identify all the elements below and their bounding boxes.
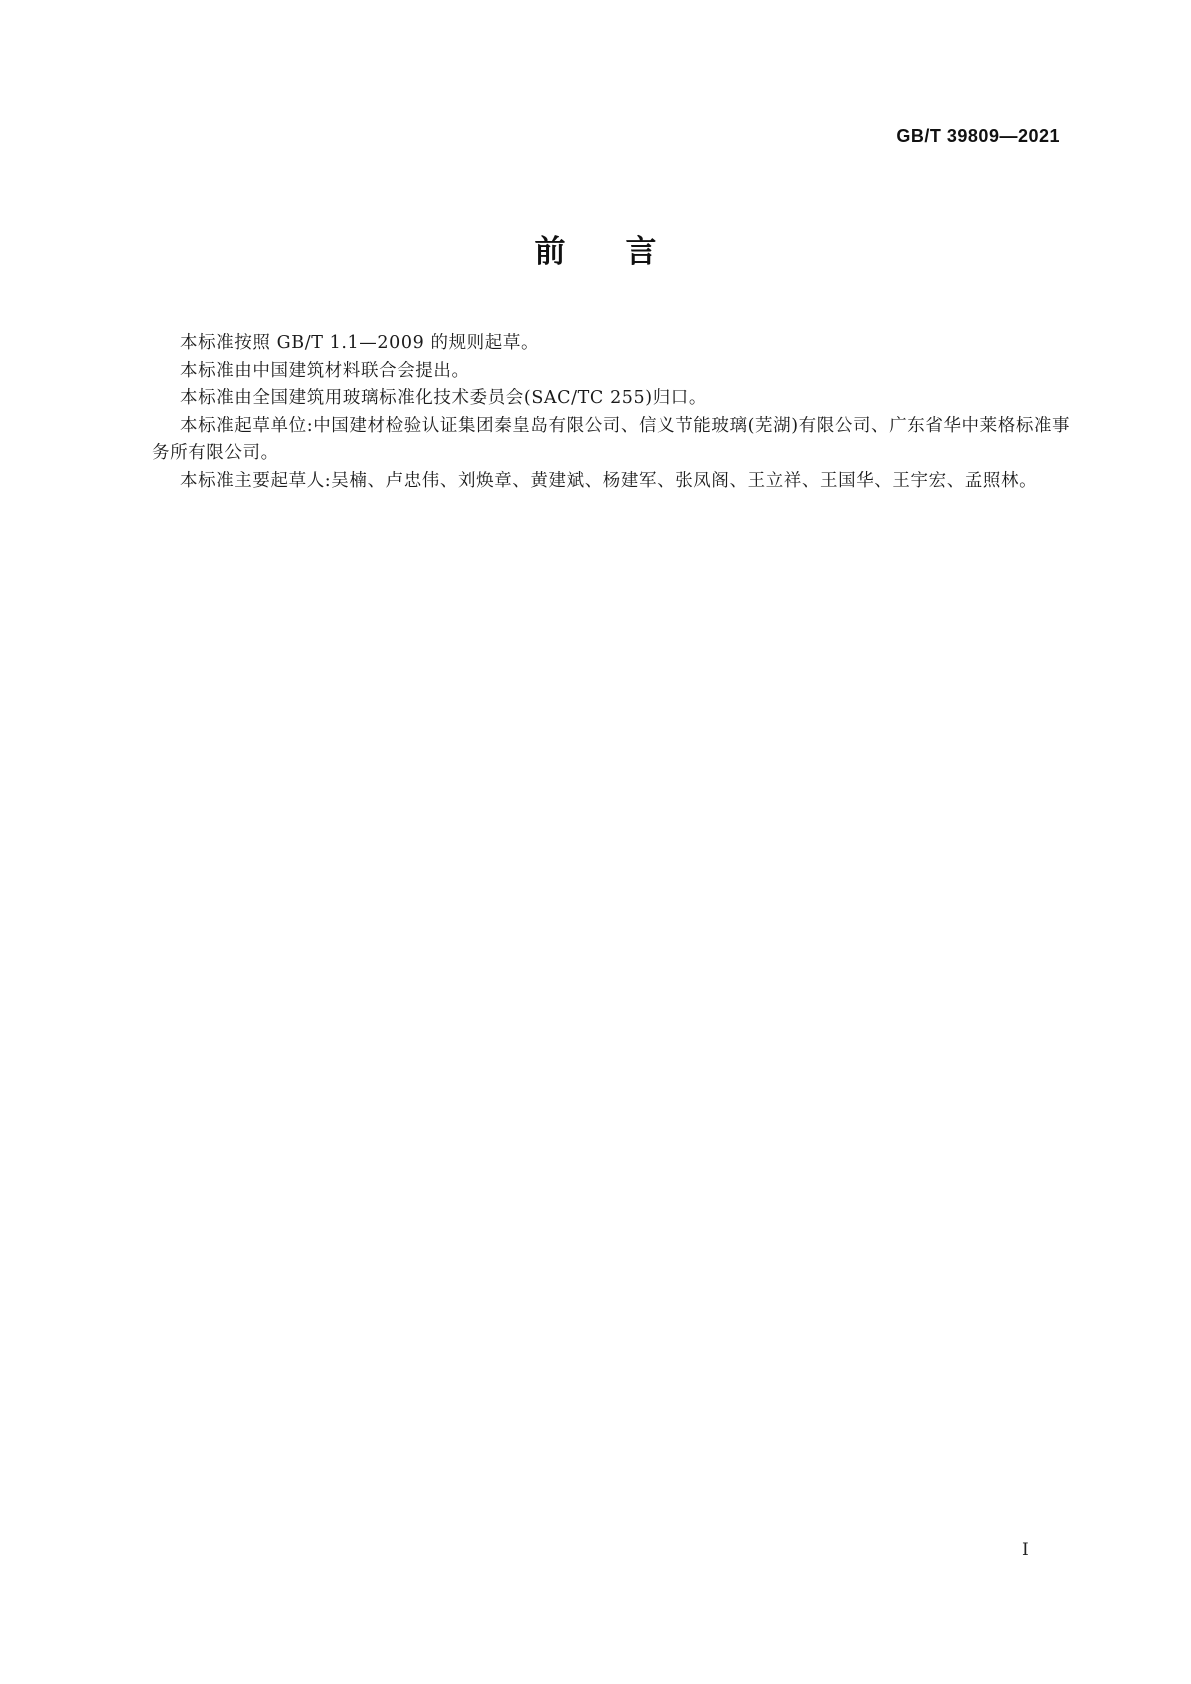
document-body xyxy=(152,330,1072,495)
page-title: 前言 xyxy=(534,234,717,270)
paragraph-proposer: 本标准由中国建筑材料联合会提出。 xyxy=(180,360,470,381)
paragraph-committee: 本标准由全国建筑用玻璃标准化技术委员会(SAC/TC 255)归口。 xyxy=(180,388,707,408)
paragraph-drafting-rules: 本标准按照 GB/T 1.1—2009 的规则起草。 xyxy=(180,333,540,353)
document-code: GB/T 39809—2021 xyxy=(896,126,1060,146)
paragraph-drafters: 本标准主要起草人:吴楠、卢忠伟、刘焕章、黄建斌、杨建军、张凤阁、王立祥、王国华、王宇宏、孟照林。 xyxy=(180,470,1038,491)
page-number: I xyxy=(1022,1540,1029,1560)
paragraph-drafting-units: 本标准起草单位:中国建材检验认证集团秦皇岛有限公司、信义节能玻璃(芜湖)有限公司、广东省华中莱格标准事务所有限公司。 xyxy=(152,415,1071,463)
